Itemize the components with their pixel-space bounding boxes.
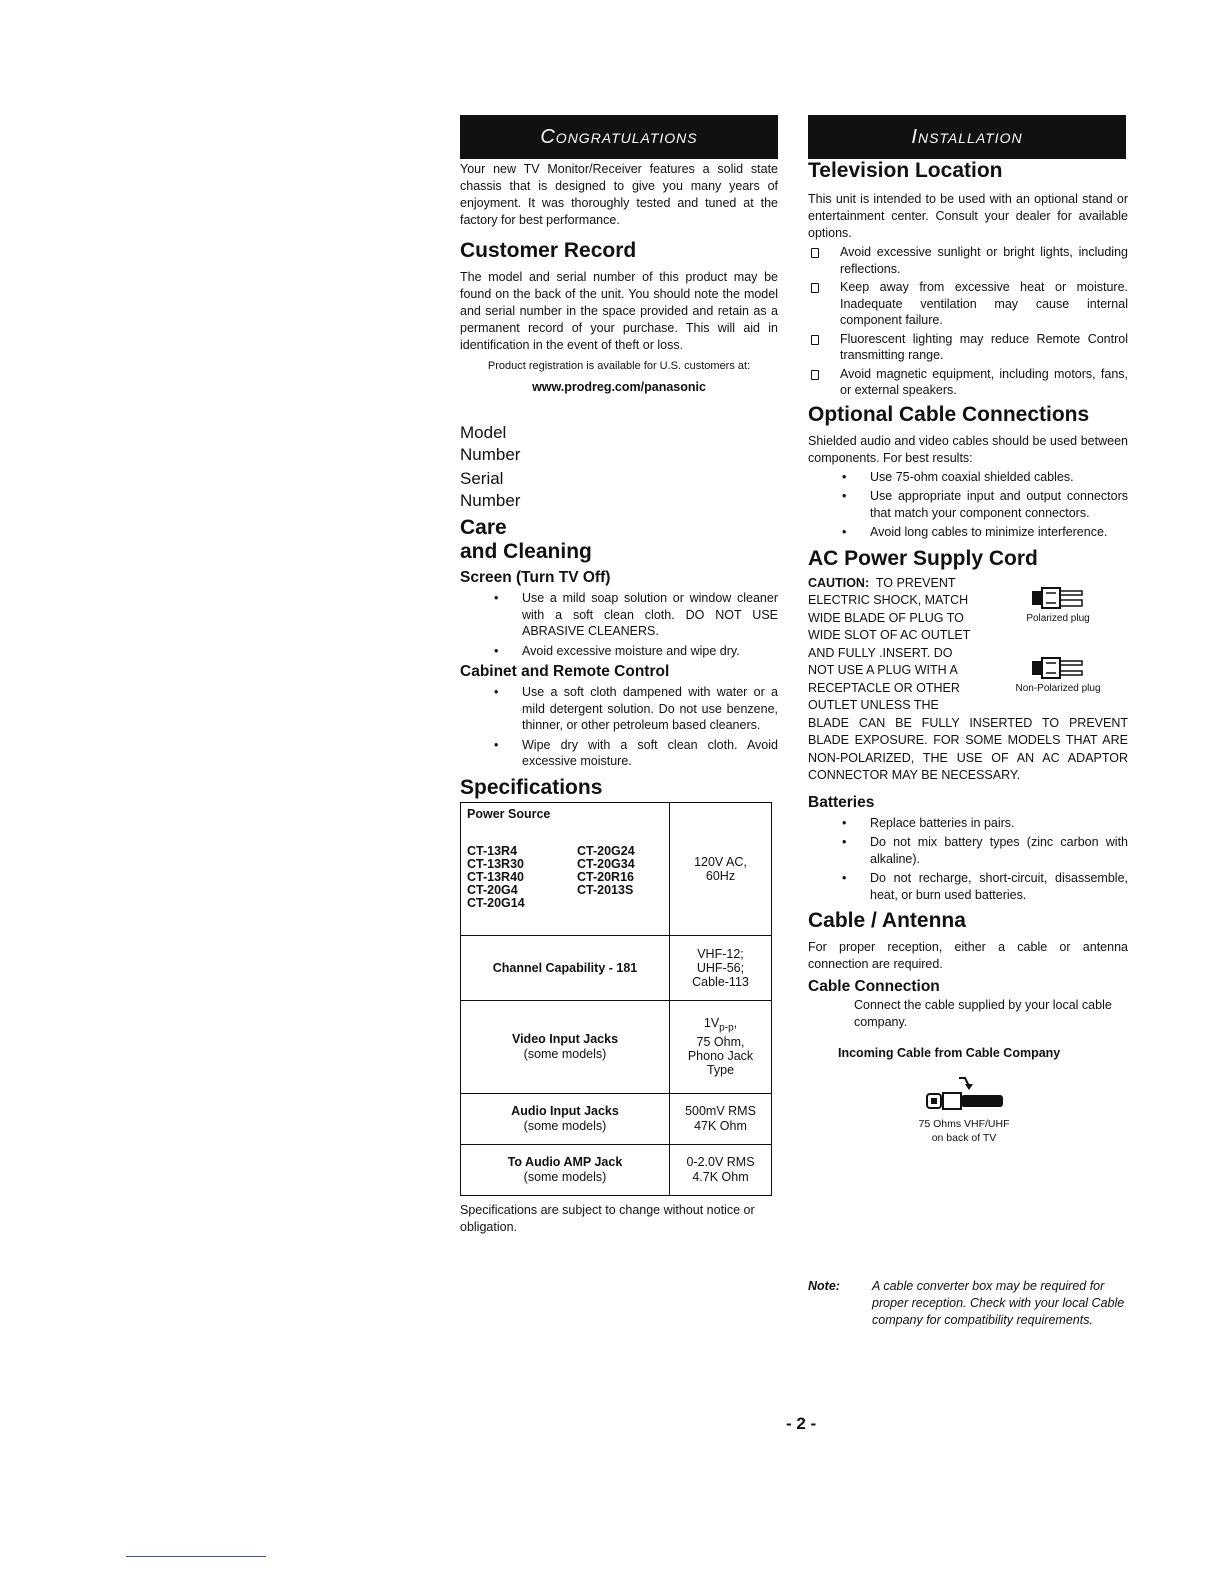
cable-connections-list [808,469,1128,541]
cable-connection-heading: Cable Connection [808,978,940,995]
amp-value: 0-2.0V RMS [686,1154,755,1169]
video-sub: (some models) [523,1046,607,1061]
model-code: CT-20G4 [467,882,518,897]
table-row [461,1144,772,1195]
power-source-label: Power Source [467,806,551,821]
model-code: CT-20R16 [577,869,634,884]
list-item: • Wipe dry with a soft clean cloth. Avoid excessive moisture. [460,737,778,770]
audio-cell [461,1093,670,1144]
audio-value: 47K Ohm [694,1118,747,1133]
table-row [461,1093,772,1144]
list-item: • Use a mild soap solution or window cleaner with a soft clean cloth. DO NOT USE ABRASIVE CLEANERS. [460,590,778,640]
tv-location-text: This unit is intended to be used with an optional stand or entertainment center. Consult your dealer for available options. [808,192,1128,240]
audio-sub: (some models) [523,1118,607,1133]
ac-power-heading: AC Power Supply Cord [808,546,1038,570]
right-column [808,115,1128,1145]
amp-value-cell [670,1144,772,1195]
non-polarized-plug-icon [1028,653,1088,683]
polarized-plug-label: Polarized plug [1026,612,1090,624]
cable-connections-heading: Optional Cable Connections [808,402,1090,426]
note-block [808,1278,1126,1329]
note-label: Note: [808,1279,840,1293]
video-value-cell [670,1000,772,1093]
model-code: CT-2013S [577,882,634,897]
cable-antenna-text: For proper reception, either a cable or antenna connection are required. [808,940,1128,971]
video-voltage: $1V_{p-p}$, [703,1015,738,1034]
care-heading: Care [460,516,507,539]
amp-label: To Audio AMP Jack [507,1154,623,1169]
power-frequency: 60Hz [705,868,736,883]
model-code: CT-13R4 [467,843,518,858]
note-text: A cable converter box may be required for proper reception. Check with your local Cable company for compatibility requirements. [872,1279,1125,1327]
list-item: Fluorescent lighting may reduce Remote Control transmitting range. [808,331,1128,364]
record-fields [460,422,778,512]
registration-url: www.prodreg.com/panasonic [532,380,706,394]
audio-value-cell [670,1093,772,1144]
screen-heading: Screen (Turn TV Off) [460,569,611,586]
video-value: Type [706,1063,735,1078]
model-label: Model [460,423,507,442]
cable-connection-text: Connect the cable supplied by your local cable company. [854,998,1112,1029]
list-item: • Replace batteries in pairs. [808,815,1128,832]
list-item: • Use 75-ohm coaxial shielded cables. [808,469,1128,486]
page-number: - 2 - [786,1414,817,1433]
coaxial-connector-icon [919,1074,1009,1112]
channel-value: UHF-56; [696,960,745,975]
tv-location-heading: Television Location [808,159,1003,182]
screen-list [460,590,778,659]
serial-label: Serial [460,469,504,488]
non-polarized-plug [1004,653,1112,694]
tv-location-list [808,244,1128,399]
video-cell [461,1000,670,1093]
video-value: Phono Jack [687,1049,754,1064]
registration-text: Product registration is available for U.S. customers at: [487,360,751,372]
model-code: CT-20G34 [577,856,635,871]
cabinet-list [460,684,778,770]
caution-line: OUTLET UNLESS THE [808,698,939,712]
caution-block [808,575,1128,785]
channel-value: Cable-113 [692,974,749,989]
power-value: 120V AC, [694,854,747,869]
caution-text: CAUTION: TO PREVENT ELECTRIC SHOCK, MATCH WIDE BLADE OF PLUG TO WIDE SLOT OF AC OUTLET AND FULLY .INSERT. DO NOT USE A PLUG WITH A RECEPTACLE OR OTHER OUTLET UNLESS THE BLADE CAN BE FULLY INSERTED TO PREVENT BLADE EXPOSURE. FOR SOME MODELS THAT ARE NON-POLARIZED, THE USE OF AN AC ADAPTOR CONNECTOR MAY BE NECESSARY. [808,575,1128,785]
customer-record-text: The model and serial number of this product may be found on the back of the unit. You should note the model and serial number in the space provided and retain as a permanent record of your purchase. This will aid in identification in the event of theft or loss. [460,270,778,352]
caution-label: CAUTION: [808,575,870,590]
table-row [461,802,772,935]
caution-line: ELECTRIC SHOCK, MATCH [808,593,969,607]
amp-sub: (some models) [523,1169,607,1184]
specs-footnote: Specifications are subject to change without notice or obligation. [460,1202,755,1234]
table-row [461,935,772,1000]
channel-value-cell [670,935,772,1000]
cable-connector [908,1074,1020,1145]
power-value-cell [670,802,772,935]
list-item: • Use a soft cloth dampened with water or a mild detergent solution. Do not use benzene, thinner, or other petroleum based cleaners. [460,684,778,734]
video-voltage-sub: p-p [719,1022,734,1034]
connector-label: 75 Ohms VHF/UHF [918,1118,1010,1130]
batteries-list [808,815,1128,904]
caution-rest: BLADE CAN BE FULLY INSERTED TO PREVENT BLADE EXPOSURE. FOR SOME MODELS THAT ARE NON-POLARIZED, THE USE OF AN AC ADAPTOR CONNECTOR MAY BE NECESSARY. [808,715,1128,782]
specifications-table [460,802,772,1196]
caution-line: AND FULLY .INSERT. DO [808,645,953,660]
footer-rule [126,1556,266,1557]
model-code: CT-20G14 [467,895,525,910]
connector-sub-label: on back of TV [931,1132,997,1144]
installation-banner: Installation [808,115,1126,159]
incoming-cable-label: Incoming Cable from Cable Company [838,1046,1061,1060]
power-source-cell [461,802,670,935]
amp-cell [461,1144,670,1195]
list-item: • Use appropriate input and output connectors that match your component connectors. [808,488,1128,521]
caution-line: WIDE SLOT OF AC OUTLET [808,628,971,642]
model-code: CT-13R30 [467,856,524,871]
polarized-plug [1004,583,1112,624]
list-item: • Avoid excessive moisture and wipe dry. [460,643,778,660]
list-item: • Do not recharge, short-circuit, disassemble, heat, or burn used batteries. [808,870,1128,903]
customer-record-heading: Customer Record [460,239,637,262]
video-label: Video Input Jacks [511,1031,619,1046]
cable-connections-text: Shielded audio and video cables should be used between components. For best results: [808,433,1128,465]
model-code: CT-20G24 [577,843,635,858]
non-polarized-plug-label: Non-Polarized plug [1015,682,1101,694]
amp-value: 4.7K Ohm [692,1169,749,1184]
audio-value: 500mV RMS [685,1103,756,1118]
list-item: Keep away from excessive heat or moisture. Inadequate ventilation may cause internal component failure. [808,279,1128,329]
specifications-heading: Specifications [460,775,603,799]
table-row [461,1000,772,1093]
congratulations-banner: Congratulations [460,115,778,159]
intro-text: Your new TV Monitor/Receiver features a solid state chassis that is designed to give you many years of enjoyment. It was thoroughly tested and tuned at the factory for best performance. [460,162,778,227]
model-list [467,845,663,910]
batteries-heading: Batteries [808,793,875,811]
polarized-plug-icon [1028,583,1088,613]
serial-number-label: Number [460,491,521,510]
model-code: CT-13R40 [467,869,524,884]
list-item: • Do not mix battery types (zinc carbon with alkaline). [808,834,1128,867]
cabinet-heading: Cabinet and Remote Control [460,663,670,680]
model-number-label: Number [460,445,521,464]
cable-antenna-heading: Cable / Antenna [808,909,966,932]
cleaning-heading: and Cleaning [460,540,592,563]
audio-label: Audio Input Jacks [511,1103,619,1118]
caution-line: WIDE BLADE OF PLUG TO [808,610,964,625]
caution-line: NOT USE A PLUG WITH A [808,663,958,677]
list-item: Avoid excessive sunlight or bright lights, including reflections. [808,244,1128,277]
list-item: Avoid magnetic equipment, including motors, fans, or external speakers. [808,366,1128,399]
channel-value: VHF-12; [697,946,744,961]
left-column [460,115,778,1236]
video-value: 75 Ohm, [696,1035,745,1050]
channel-label: Channel Capability - 181 [461,935,670,1000]
list-item: • Avoid long cables to minimize interference. [808,524,1128,541]
caution-line: RECEPTACLE OR OTHER [808,680,960,695]
